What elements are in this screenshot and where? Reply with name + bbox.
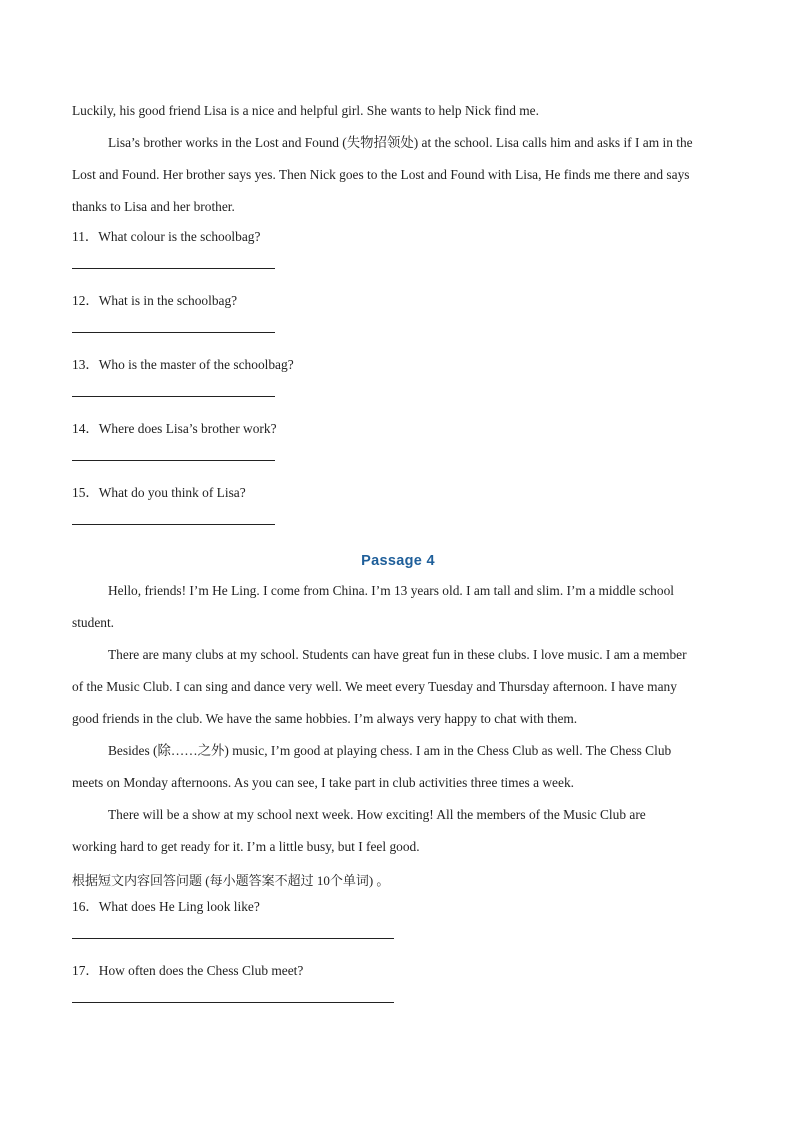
question-15: 15．What do you think of Lisa? [72, 485, 246, 500]
question-14: 14．Where does Lisa’s brother work? [72, 421, 277, 436]
answer-blank-12[interactable] [72, 324, 724, 356]
instruction-text: 根据短文内容回答问题 (每小题答案不超过 10个单词) 。 [72, 873, 390, 888]
passage3-line: thanks to Lisa and her brother. [72, 199, 235, 214]
answer-blank-13[interactable] [72, 388, 724, 420]
passage4-line: working hard to get ready for it. I’m a little busy, but I feel good. [72, 839, 420, 854]
worksheet-page [72, 100, 724, 1026]
question-13: 13．Who is the master of the schoolbag? [72, 357, 294, 372]
passage3-line: Luckily, his good friend Lisa is a nice and helpful girl. She wants to help Nick find me. [72, 103, 539, 118]
passage4-line: Hello, friends! I’m He Ling. I come from China. I’m 13 years old. I am tall and slim. I’m a middle school [108, 583, 674, 598]
passage4-line: Besides (除……之外) music, I’m good at playing chess. I am in the Chess Club as well. The Chess Club [108, 743, 672, 758]
answer-blank-16[interactable] [72, 930, 724, 962]
question-16: 16．What does He Ling look like? [72, 899, 260, 914]
answer-blank-11[interactable] [72, 260, 724, 292]
passage4-line: good friends in the club. We have the same hobbies. I’m always very happy to chat with them. [72, 711, 578, 726]
passage4-line: There are many clubs at my school. Students can have great fun in these clubs. I love music. I am a member [108, 647, 687, 662]
passage4-line: meets on Monday afternoons. As you can see, I take part in club activities three times a week. [72, 775, 574, 790]
passage3-line: Lost and Found. Her brother says yes. Then Nick goes to the Lost and Found with Lisa, He finds me there and says [72, 167, 690, 182]
question-17: 17．How often does the Chess Club meet? [72, 963, 304, 978]
question-11: 11．What colour is the schoolbag? [72, 229, 261, 244]
answer-blank-14[interactable] [72, 452, 724, 484]
passage4-line: of the Music Club. I can sing and dance very well. We meet every Tuesday and Thursday afternoon. I have many [72, 679, 677, 694]
passage-heading: Passage 4 [361, 553, 435, 569]
answer-blank-15[interactable] [72, 516, 724, 548]
passage3-line: Lisa’s brother works in the Lost and Found (失物招领处) at the school. Lisa calls him and asks if I am in the [108, 135, 693, 150]
question-12: 12．What is in the schoolbag? [72, 293, 238, 308]
passage4-line: There will be a show at my school next week. How exciting! All the members of the Music Club are [108, 807, 646, 822]
passage4-line: student. [72, 615, 115, 630]
answer-blank-17[interactable] [72, 994, 724, 1026]
